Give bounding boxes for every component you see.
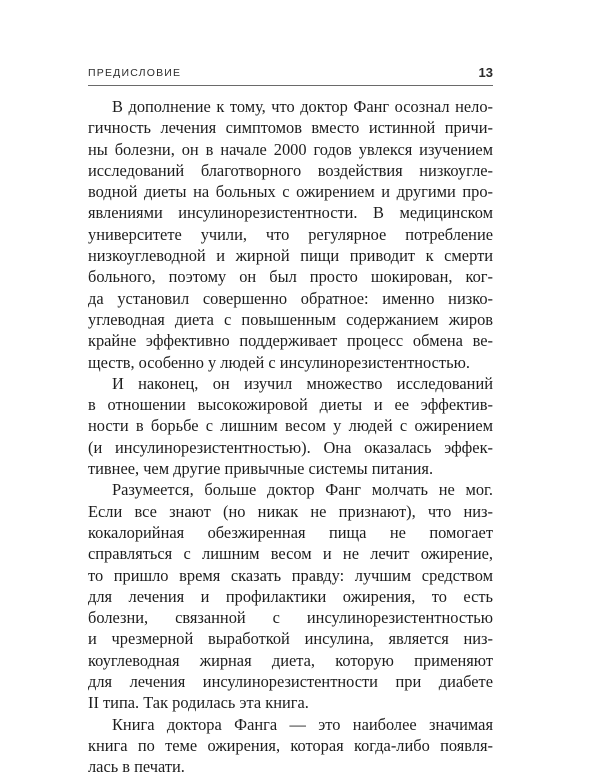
text-line: да установил совершенно обратное: именно низко-: [88, 288, 493, 308]
text-line: ности в борьбе с лишним весом у людей с ожирением: [88, 416, 493, 436]
text-line: водной диеты на больных с ожирением и другими про-: [88, 182, 493, 202]
text-line: для лечения инсулинорезистентности при диабете: [88, 672, 493, 692]
text-line: книга по теме ожирения, которая когда-либо появля-: [88, 735, 493, 755]
text-line: Разумеется, больше доктор Фанг молчать не мог.: [112, 480, 493, 500]
body-text: [88, 96, 493, 778]
text-line: ществ, особенно у людей с инсулинорезистентностью.: [88, 352, 470, 372]
text-line: В дополнение к тому, что доктор Фанг осознал нело-: [112, 97, 493, 116]
text-line: исследований благотворного воздействия низкоугле-: [88, 160, 493, 180]
paragraph: [88, 714, 493, 778]
text-line: лась в печати.: [88, 757, 185, 777]
text-line: справляться с лишним весом и не лечит ожирение,: [88, 544, 493, 564]
text-line: больного, поэтому он был просто шокирован, ког-: [88, 267, 493, 287]
text-line: тивнее, чем другие привычные системы питания.: [88, 459, 434, 479]
text-line: ны болезни, он в начале 2000 годов увлекся изучением: [88, 139, 493, 159]
text-line: Если все знают (но никак не признают), что низ-: [88, 501, 493, 521]
text-line: II типа. Так родилась эта книга.: [88, 693, 309, 713]
text-line: болезни, связанной с инсулинорезистентностью: [88, 608, 493, 628]
text-line: университете учили, что регулярное потребление: [88, 224, 493, 244]
text-line: коуглеводная жирная диета, которую применяют: [88, 650, 493, 670]
text-line: кокалорийная обезжиренная пища не помогает: [88, 522, 493, 542]
running-head: [88, 64, 493, 84]
text-line: углеводная диета с повышенным содержанием жиров: [88, 309, 493, 329]
paragraph: [88, 479, 493, 713]
text-line: явлениями инсулинорезистентности. В медицинском: [88, 203, 493, 223]
page-number: 13: [478, 65, 493, 80]
text-line: Книга доктора Фанга — это наиболее значимая: [112, 714, 493, 734]
text-line: и чрезмерной выработкой инсулина, является низ-: [88, 629, 493, 649]
text-line: (и инсулинорезистентностью). Она оказалась эффек-: [88, 437, 493, 457]
text-line: то пришло время сказать правду: лучшим средством: [88, 565, 493, 585]
paragraph: [88, 96, 493, 373]
text-line: крайне эффективно поддерживает процесс обмена ве-: [88, 331, 493, 351]
text-line: низкоуглеводной и жирной пищи приводит к смерти: [88, 246, 493, 266]
header-rule: [88, 85, 493, 86]
text-line: гичность лечения симптомов вместо истинной причи-: [88, 118, 493, 138]
section-title: ПРЕДИСЛОВИЕ: [88, 67, 182, 79]
text-line: для лечения и профилактики ожирения, то есть: [88, 586, 493, 606]
paragraph: [88, 373, 493, 479]
text-line: в отношении высокожировой диеты и ее эффектив-: [88, 395, 493, 415]
text-line: И наконец, он изучил множество исследований: [112, 373, 493, 393]
